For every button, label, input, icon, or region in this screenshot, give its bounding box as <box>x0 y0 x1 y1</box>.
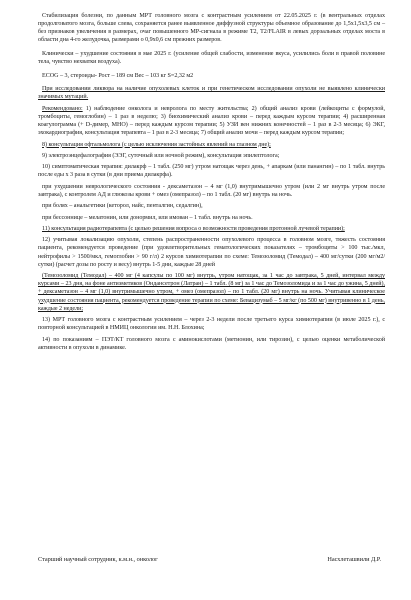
paragraph-pain: при болях – анальгетики (кеторол, найс, пенталгин, седалгин), <box>42 203 203 210</box>
paragraph-radiotherapy: 11) консультация радиотерапевта (с целью решения вопроса о возможности проведения протонной лучевой терапии); <box>42 225 345 232</box>
paragraph-neuro-worsening: при ухудшении неврологического состояния - дексаметазон – 4 мг (1,0) внутримышечно утром (или 2 мг внутрь утром после завтрака), с контролем АД и глюкозы крови + омез (омепразол) – по 1 табл. (20 мг) внутрь на ночь. <box>38 183 385 198</box>
paragraph-eeg: 9) электроэнцефалография (ЭЭГ, суточный или ночной режим), консультация эпилептолога; <box>42 152 280 159</box>
paragraph-recommendations <box>38 105 385 138</box>
paragraph-ecog-anthropometry: ECOG – 3, стероиды- Рост – 189 см Вес – 103 кг S=2,32 м2 <box>42 72 194 79</box>
paragraph-pet-ct: 14) по показаниям – ПЭТ/КТ головного мозга с аминокислотами (метионин, или тирозин), с целью оценки метаболической активности в опухоли в динамике. <box>38 336 385 351</box>
signature-title: Старший научный сотрудник, к.м.н., онколог <box>38 556 158 563</box>
recommendations-text: 1) наблюдение онколога и невролога по месту жительства; 2) общий анализ крови (лейкоциты с формулой, тромбоциты, гемоглобин) – 1 раз в неделю; 3) биохимический анализ крови – перед каждым курсом терапии; 4) расширенная коагулограмма (+ D-димер, МНО) – перед каждым курсом терапии; 5) УЗИ вен нижних конечностей – 1 раз в 2-3 месяца; 6) ЭКГ, эхокардиография, консультация терапевта – 1 раз в 2-3 месяца; 7) общий анализ мочи – перед каждым курсом терапии; <box>38 105 385 137</box>
paragraph-clinical-worsening: Клинически – ухудшение состояния в мае 2025 г. (усиление общей слабости, изменение вкуса, усилились боли в правой половине тела, чувство нехватки воздуха). <box>38 51 385 66</box>
paragraph-insomnia: при бессоннице – мелатонин, или донормил, или имован – 1 табл. внутрь на ночь. <box>42 214 253 221</box>
recommendations-heading: Рекомендовано: <box>42 105 83 112</box>
paragraph-temozolomide-scheme: (Темозоломид (Темодал) – 400 мг (4 капсулы по 100 мг) внутрь, утром натощак, за 1 час до завтрака, 5 дней, интервал между курсами – 23 дня, на фоне антиэметиков (Ондансетрон (Латран) – 1 табл. (8 мг) за 1 час до Темозоломида и за 1 час до ужина, 5 дней), + дексаметазон – 4 мг (1,0) внутримышечно утром, + омез (омепразол) – по 1 табл. (20 мг) внутрь на ночь. Учитывая клиническое ухудшение состояния пациента, рекомендуется проведение терапии по схеме: Бевацизумаб – 5 мг/кг (по 500 мг) внутривенно в 1 день, каждые 2 недели; <box>38 273 385 312</box>
paragraph-symptomatic-therapy: 10) симптоматическая терапия: дилакрф – 1 табл. (250 мг) утром натощак через день, + апаркам (или панангин) – по 1 табл. внутрь после еды х 3 раза в сутки (в дни приема дилакрфа). <box>38 164 385 179</box>
paragraph-mri-stabilization: Стабилизация болезни, по данным МРТ головного мозга с контрастным усилением от 22.05.2025 г. (в вентральных отделах продолговатого мозга, больше слева, сохраняется ранее выявленное диффузной структуры объемное образование до 1,5х1,5х3,5 см – без признаков увеличения в размерах, очаг повышенного МР-сигнала в режиме Т2, T2/FLAIR в левых дорзальных отделах моста в области дна 4-го желудочка, размерами о 0,9х0,6 см прежних размеров. <box>38 13 385 44</box>
paragraph-ophthalmologist: 8) консультация офтальмолога (с целью исключения застойных явлений на глазном дне); <box>42 141 271 148</box>
signature-block <box>38 556 381 564</box>
paragraph-chemotherapy: 12) учитывая локализацию опухоли, степень распространенности опухолевого процесса в головном мозге, тяжесть состояния пациента, рекомендуется проведение (при удовлетворительных гематологических показателях – тромбоциты > 100 тыс./мкл, нейтрофилы > 1500/мкл, гемоглобин > 90 г/л) 2 курсов химиотерапии по схеме: Темозоломид (Темодал) – 400 мг/сутки (200 мг/м2/сутки) (расчет дозы по росту и весу) внутрь 1-5 дни, каждые 28 дней <box>38 237 385 268</box>
paragraph-csf-genetics: При исследовании ликвора на наличие опухолевых клеток и при генетическом исследовании опухоли не выявлено клинически значимых мутаций. <box>38 86 385 101</box>
paragraph-mri-followup: 13) МРТ головного мозга с контрастным усилением – через 2-3 недели после третьего курса химиотерапии (в июле 2025 г.), с повторной консультацией в НМИЦ онкологии им. Н.Н. Блохина; <box>38 317 385 332</box>
signature-name: Насхлеташвили Д.Р. <box>327 556 381 563</box>
